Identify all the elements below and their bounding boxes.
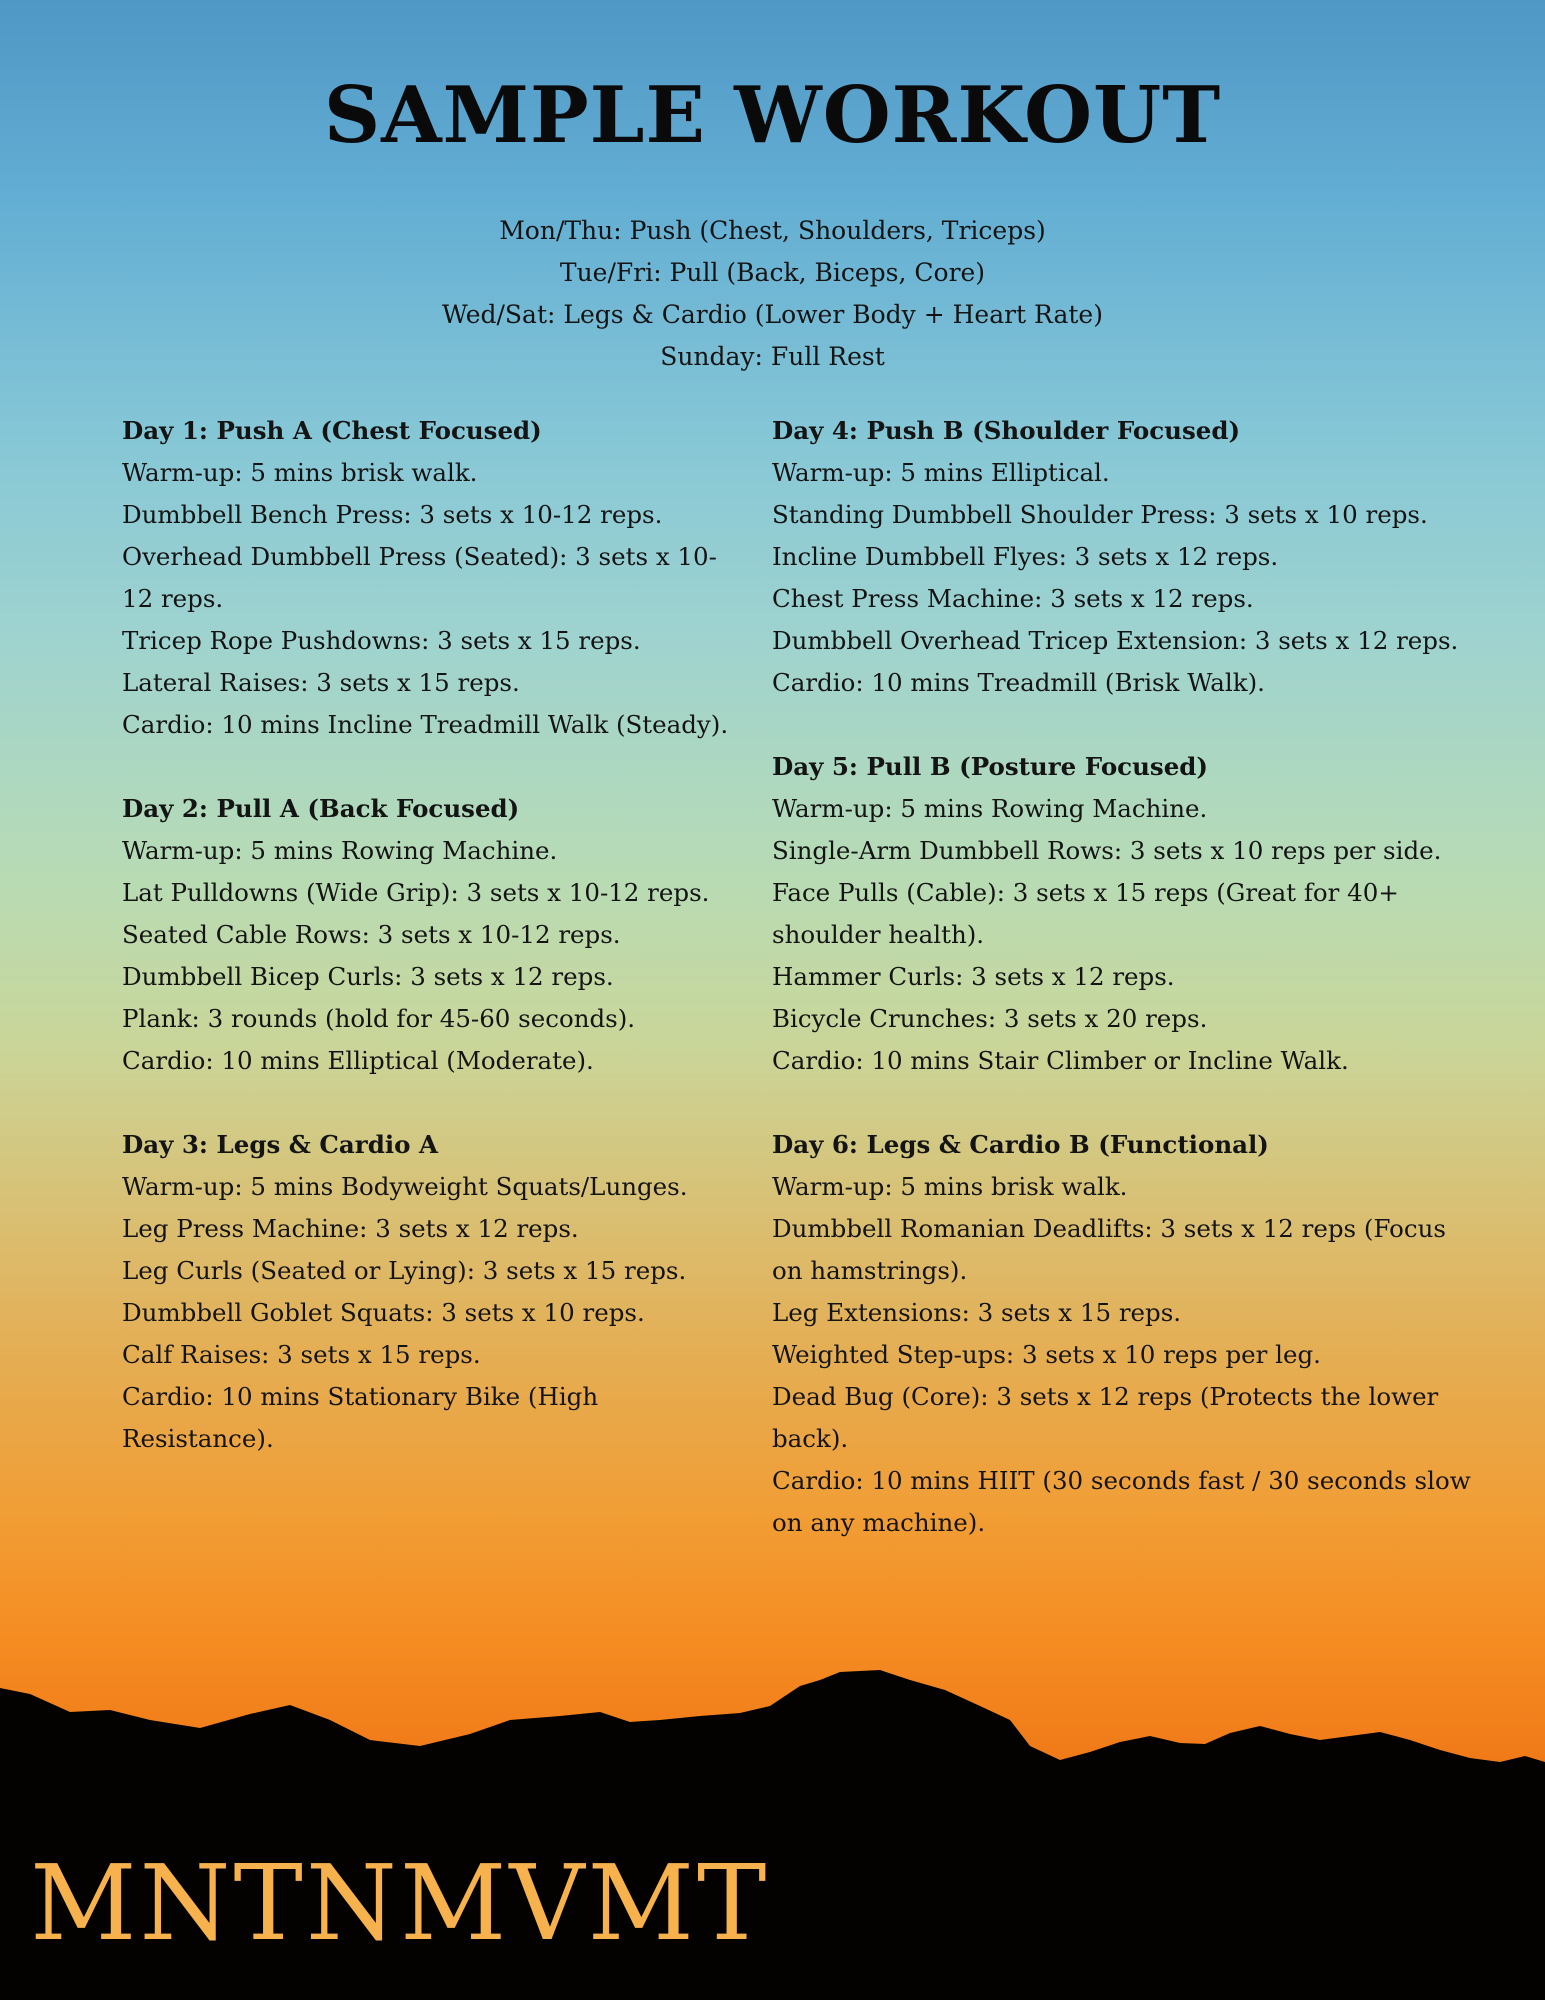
exercise-item: Weighted Step-ups: 3 sets x 10 reps per leg. bbox=[772, 1340, 1321, 1369]
day-heading: Day 6: Legs & Cardio B (Functional) bbox=[772, 1130, 1269, 1159]
day-4-section bbox=[772, 410, 1472, 704]
exercise-item: Warm-up: 5 mins brisk walk. bbox=[772, 1172, 1128, 1201]
exercise-item: Bicycle Crunches: 3 sets x 20 reps. bbox=[772, 1004, 1208, 1033]
schedule-line: Tue/Fri: Pull (Back, Biceps, Core) bbox=[559, 258, 986, 287]
day-heading: Day 2: Pull A (Back Focused) bbox=[122, 794, 520, 823]
exercise-item: Warm-up: 5 mins Rowing Machine. bbox=[772, 794, 1208, 823]
exercise-item: Dumbbell Overhead Tricep Extension: 3 sets x 12 reps. bbox=[772, 626, 1459, 655]
page-title: SAMPLE WORKOUT bbox=[323, 70, 1222, 161]
day-heading: Day 5: Pull B (Posture Focused) bbox=[772, 752, 1208, 781]
exercise-item: Tricep Rope Pushdowns: 3 sets x 15 reps. bbox=[122, 626, 641, 655]
exercise-item: Lat Pulldowns (Wide Grip): 3 sets x 10-12 reps. bbox=[122, 878, 710, 907]
day-3-section bbox=[122, 1124, 742, 1460]
exercise-item: Hammer Curls: 3 sets x 12 reps. bbox=[772, 962, 1175, 991]
right-column bbox=[772, 410, 1472, 1586]
exercise-item: Calf Raises: 3 sets x 15 reps. bbox=[122, 1340, 481, 1369]
weekly-schedule bbox=[0, 210, 1545, 378]
exercise-item: Warm-up: 5 mins Rowing Machine. bbox=[122, 836, 558, 865]
exercise-item: Warm-up: 5 mins Elliptical. bbox=[772, 458, 1110, 487]
exercise-item: Leg Press Machine: 3 sets x 12 reps. bbox=[122, 1214, 579, 1243]
exercise-item: Dead Bug (Core): 3 sets x 12 reps (Protects the lower back). bbox=[772, 1382, 1439, 1453]
exercise-item: Dumbbell Bench Press: 3 sets x 10-12 reps. bbox=[122, 500, 663, 529]
day-1-section bbox=[122, 410, 742, 746]
day-2-section bbox=[122, 788, 742, 1082]
day-heading: Day 1: Push A (Chest Focused) bbox=[122, 416, 542, 445]
exercise-item: Chest Press Machine: 3 sets x 12 reps. bbox=[772, 584, 1254, 613]
exercise-item: Cardio: 10 mins Elliptical (Moderate). bbox=[122, 1046, 594, 1075]
exercise-item: Overhead Dumbbell Press (Seated): 3 sets x 10-12 reps. bbox=[122, 542, 717, 613]
day-5-section bbox=[772, 746, 1472, 1082]
schedule-line: Wed/Sat: Legs & Cardio (Lower Body + Heart Rate) bbox=[442, 300, 1103, 329]
exercise-item: Cardio: 10 mins Treadmill (Brisk Walk). bbox=[772, 668, 1265, 697]
brand-logo-text: MNTNMVMT bbox=[30, 1842, 770, 1964]
exercise-item: Dumbbell Bicep Curls: 3 sets x 12 reps. bbox=[122, 962, 614, 991]
day-heading: Day 4: Push B (Shoulder Focused) bbox=[772, 416, 1241, 445]
exercise-item: Leg Extensions: 3 sets x 15 reps. bbox=[772, 1298, 1182, 1327]
schedule-line: Mon/Thu: Push (Chest, Shoulders, Triceps) bbox=[499, 216, 1046, 245]
exercise-item: Cardio: 10 mins Stair Climber or Incline Walk. bbox=[772, 1046, 1349, 1075]
exercise-item: Lateral Raises: 3 sets x 15 reps. bbox=[122, 668, 520, 697]
exercise-item: Cardio: 10 mins HIIT (30 seconds fast / 30 seconds slow on any machine). bbox=[772, 1466, 1471, 1537]
exercise-item: Single-Arm Dumbbell Rows: 3 sets x 10 reps per side. bbox=[772, 836, 1442, 865]
day-6-section bbox=[772, 1124, 1472, 1544]
exercise-item: Plank: 3 rounds (hold for 45-60 seconds). bbox=[122, 1004, 636, 1033]
exercise-item: Leg Curls (Seated or Lying): 3 sets x 15 reps. bbox=[122, 1256, 687, 1285]
exercise-item: Dumbbell Goblet Squats: 3 sets x 10 reps. bbox=[122, 1298, 645, 1327]
exercise-item: Warm-up: 5 mins brisk walk. bbox=[122, 458, 478, 487]
exercise-item: Face Pulls (Cable): 3 sets x 15 reps (Great for 40+ shoulder health). bbox=[772, 878, 1399, 949]
day-heading: Day 3: Legs & Cardio A bbox=[122, 1130, 439, 1159]
exercise-item: Cardio: 10 mins Incline Treadmill Walk (Steady). bbox=[122, 710, 729, 739]
schedule-line: Sunday: Full Rest bbox=[660, 342, 885, 371]
exercise-item: Cardio: 10 mins Stationary Bike (High Resistance). bbox=[122, 1382, 599, 1453]
exercise-item: Warm-up: 5 mins Bodyweight Squats/Lunges. bbox=[122, 1172, 688, 1201]
exercise-item: Dumbbell Romanian Deadlifts: 3 sets x 12 reps (Focus on hamstrings). bbox=[772, 1214, 1446, 1285]
exercise-item: Seated Cable Rows: 3 sets x 10-12 reps. bbox=[122, 920, 621, 949]
exercise-item: Incline Dumbbell Flyes: 3 sets x 12 reps. bbox=[772, 542, 1279, 571]
left-column bbox=[122, 410, 742, 1502]
exercise-item: Standing Dumbbell Shoulder Press: 3 sets x 10 reps. bbox=[772, 500, 1428, 529]
